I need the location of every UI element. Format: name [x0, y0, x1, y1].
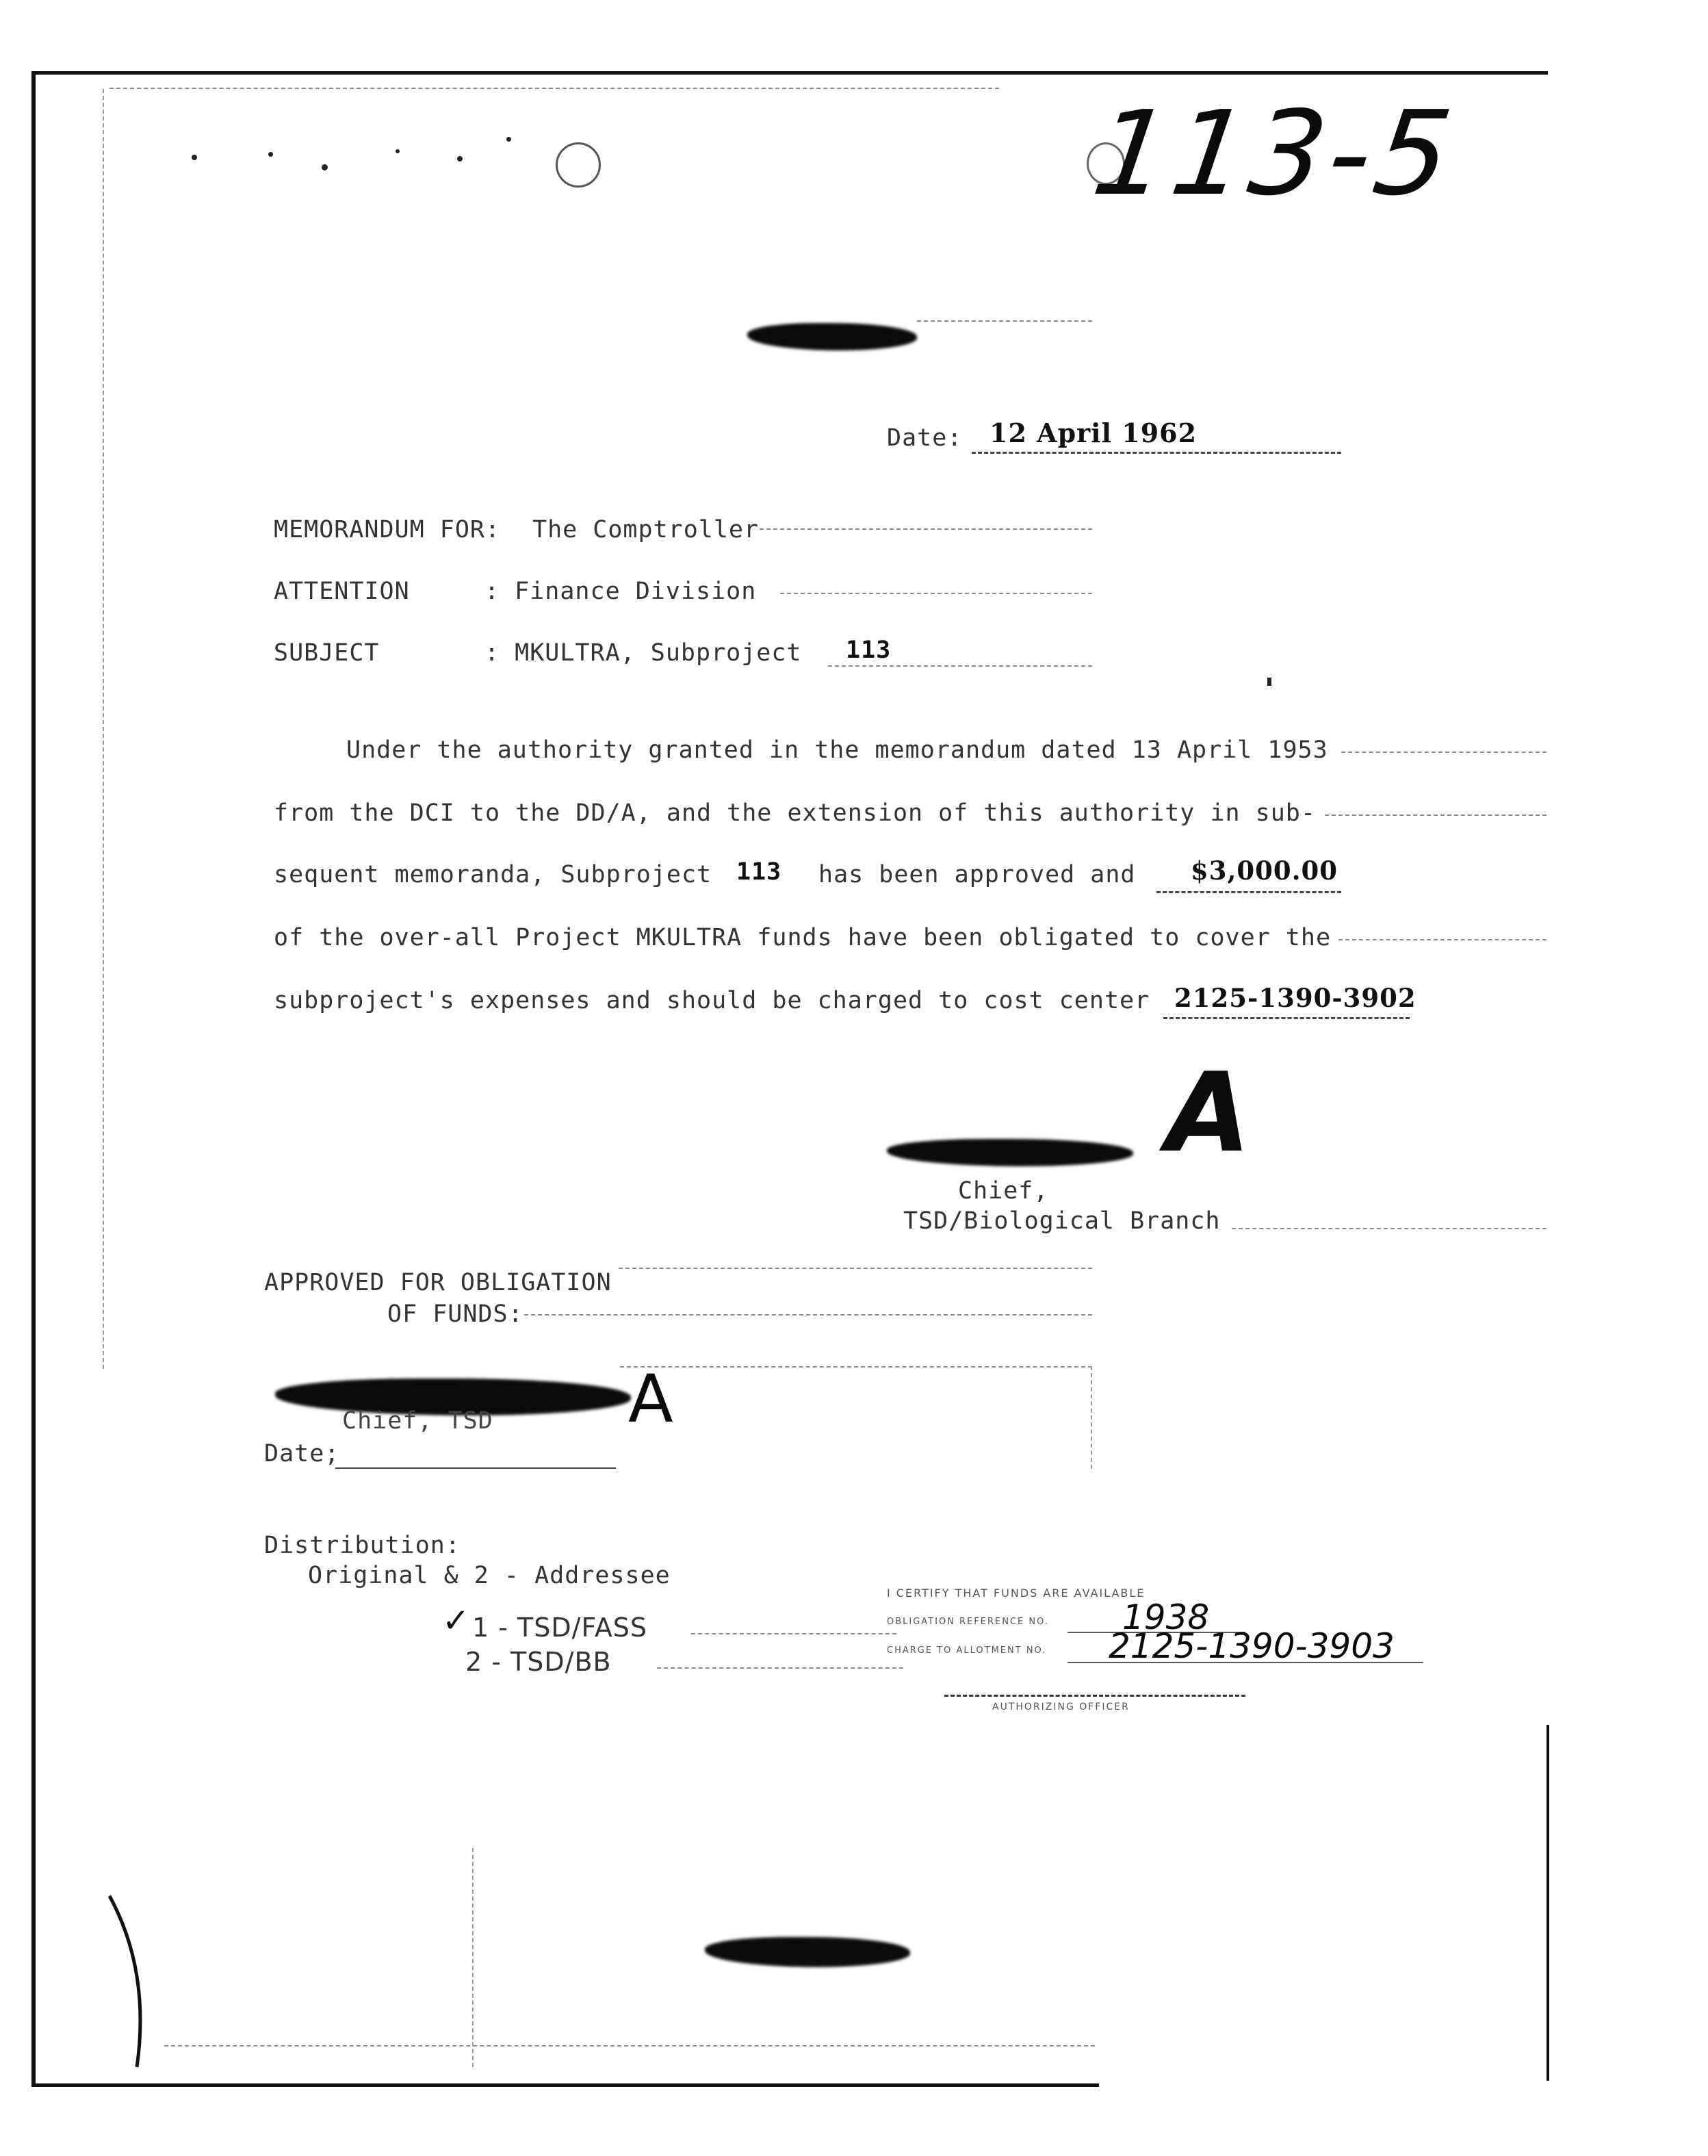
certification-line-2-label: OBLIGATION REFERENCE NO. — [887, 1617, 1049, 1627]
subject-label: SUBJECT — [274, 639, 380, 667]
subproject-number: 113 — [736, 858, 782, 886]
subject-value: : MKULTRA, Subproject — [484, 639, 802, 667]
memorandum-for-value: The Comptroller — [532, 516, 760, 543]
speck — [192, 155, 197, 160]
amount-underline — [1156, 891, 1341, 893]
attention-label: ATTENTION — [274, 578, 410, 605]
redaction-signature — [887, 1139, 1133, 1166]
left-border-line — [31, 71, 36, 2083]
body-line-2-dash — [1325, 814, 1547, 816]
body-line-1: Under the authority granted in the memorandum dated 13 April 1953 — [346, 736, 1328, 764]
subject-number: 113 — [846, 637, 892, 664]
signature-title-2: TSD/Biological Branch — [903, 1207, 1221, 1235]
approval-date-line — [335, 1467, 616, 1469]
distribution-title: Distribution: — [264, 1532, 461, 1559]
subject-line — [828, 665, 1092, 667]
redaction-top — [747, 323, 917, 350]
distribution-dash-2 — [657, 1667, 903, 1669]
approval-mark: A — [628, 1361, 673, 1437]
approval-dash-2 — [524, 1314, 1092, 1316]
date-value: 12 April 1962 — [989, 418, 1198, 448]
memo-for-line — [760, 528, 1092, 530]
top-border-line — [31, 71, 1548, 75]
date-underline — [972, 452, 1341, 454]
top-dashed-line — [109, 88, 999, 89]
body-line-5a: subproject's expenses and should be charged to cost center — [274, 987, 1150, 1014]
signature-title-1: Chief, — [958, 1177, 1049, 1205]
attention-value: : Finance Division — [484, 578, 757, 605]
approval-dash-1 — [619, 1268, 1092, 1269]
redaction-top-box — [917, 320, 1092, 322]
body-line-4: of the over-all Project MKULTRA funds have been obligated to cover the — [274, 924, 1332, 951]
speck — [268, 152, 273, 157]
body-line-3b: has been approved and — [818, 861, 1136, 888]
speck — [457, 156, 463, 162]
distribution-item-1: 1 - TSD/FASS — [472, 1613, 648, 1643]
cost-center: 2125-1390-3902 — [1174, 983, 1416, 1013]
certification-line-3-label: CHARGE TO ALLOTMENT NO. — [887, 1645, 1047, 1656]
approval-line-1: APPROVED FOR OBLIGATION — [264, 1269, 612, 1296]
cert-line-3-underline — [1068, 1662, 1423, 1663]
cert-footer-line — [944, 1695, 1245, 1697]
pen-stroke — [103, 1889, 164, 2074]
date-label: Date: — [887, 424, 963, 452]
left-dashed-margin — [103, 89, 104, 1369]
certification-footer: AUTHORIZING OFFICER — [992, 1702, 1130, 1712]
body-line-4-dash — [1338, 939, 1547, 940]
distribution-item-0: Original & 2 - Addressee — [308, 1562, 671, 1589]
file-number: 113-5 — [1085, 86, 1463, 222]
speck — [396, 149, 400, 153]
certification-line-1: I CERTIFY THAT FUNDS ARE AVAILABLE — [887, 1587, 1146, 1600]
approval-box-right — [1091, 1366, 1092, 1469]
subject-speck — [1267, 678, 1271, 686]
distribution-dash-1 — [691, 1633, 896, 1634]
approval-box-top — [620, 1366, 1092, 1368]
approval-date-label: Date; — [264, 1440, 340, 1467]
signature-dash — [1232, 1228, 1547, 1229]
bottom-dashed-line — [164, 2045, 1095, 2046]
distribution-item-2: 2 - TSD/BB — [465, 1647, 612, 1677]
redaction-bottom — [705, 1937, 910, 1967]
body-line-3a: sequent memoranda, Subproject — [274, 861, 712, 888]
memorandum-for-label: MEMORANDUM FOR: — [274, 516, 501, 543]
right-edge-line — [1547, 1725, 1549, 2081]
allotment-number: 2125-1390-3903 — [1109, 1626, 1395, 1666]
obligated-amount: $3,000.00 — [1191, 856, 1338, 886]
check-mark: ✓ — [442, 1602, 470, 1640]
center-dashed-margin — [472, 1848, 474, 2067]
body-line-2: from the DCI to the DD/A, and the extension of this authority in sub- — [274, 799, 1316, 827]
cost-center-underline — [1163, 1017, 1410, 1019]
bottom-border-line — [31, 2083, 1099, 2087]
attention-line — [780, 593, 1092, 594]
obligation-reference-number: 1938 — [1122, 1597, 1210, 1637]
approval-line-2: OF FUNDS: — [387, 1300, 523, 1328]
approver-title: Chief, TSD — [342, 1407, 493, 1435]
signature-mark: A — [1166, 1049, 1251, 1177]
speck — [506, 137, 511, 142]
body-line-1-dash — [1341, 752, 1547, 753]
stamp-circle — [556, 142, 601, 188]
speck — [322, 164, 328, 170]
